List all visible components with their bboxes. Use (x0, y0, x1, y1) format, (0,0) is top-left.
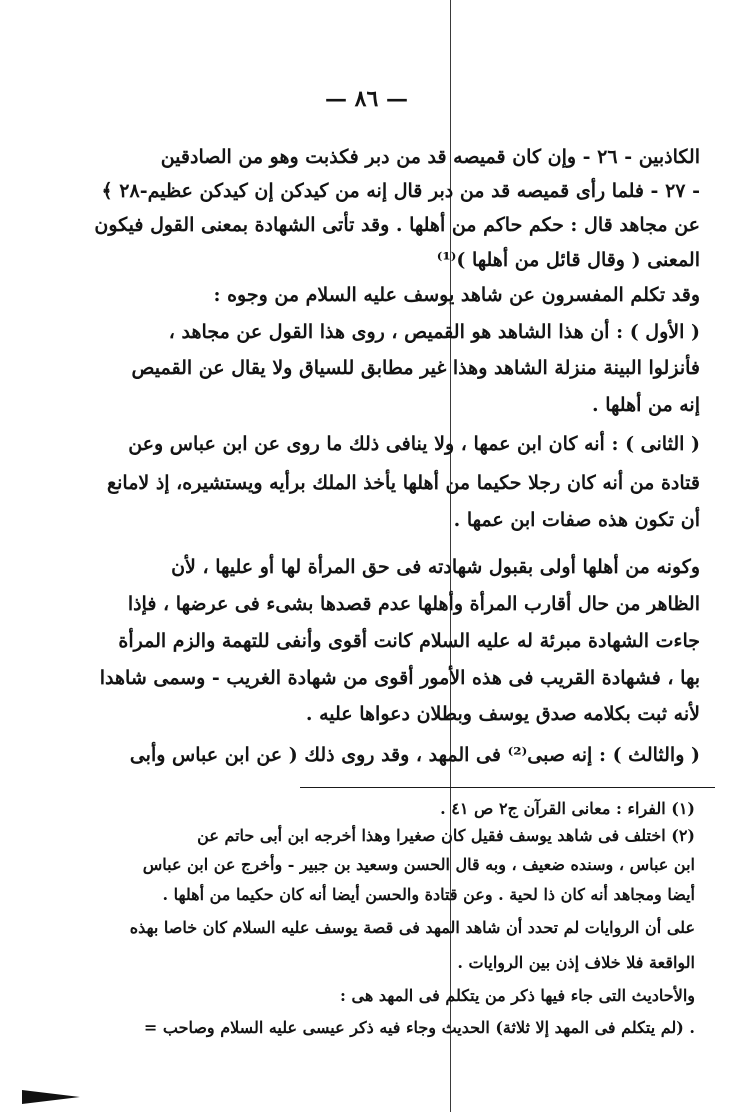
footnote-line: أيضا ومجاهد أنه كان ذا لحية . وعن قتادة والحسن أيضا أنه كان حكيما من أهلها . (162, 885, 695, 904)
text-line: ( الأول ) : أن هذا الشاهد هو القميص ، روى هذا القول عن مجاهد ، (168, 321, 700, 343)
footnote-line: . (لم يتكلم فى المهد إلا ثلاثة) الحديث وجاء فيه ذكر عيسى عليه السلام وصاحب = (143, 1018, 695, 1037)
text-line: وكونه من أهلها أولى بقبول شهادته فى حق المرأة لها أو عليها ، لأن (171, 556, 700, 578)
footnote-line: ابن عباس ، وسنده ضعيف ، وبه قال الحسن وسعيد بن جبير - وأخرج عن ابن عباس (142, 855, 695, 874)
text-line: بها ، فشهادة القريب فى هذه الأمور أقوى من شهادة الغريب - وسمى شاهدا (99, 667, 700, 689)
text-line: أن تكون هذه صفات ابن عمها . (453, 509, 700, 531)
text-line: إنه من أهلها . (592, 394, 700, 416)
scan-corner-mark (22, 1090, 80, 1104)
text-line: الظاهر من حال أقارب المرأة وأهلها عدم قصدها بشىء فى عرضها ، فإذا (127, 593, 700, 615)
text-line: ( والثالث ) : إنه صبى⁽²⁾ فى المهد ، وقد روى ذلك ( عن ابن عباس وأبى (129, 744, 700, 766)
text-line: جاءت الشهادة مبرئة له عليه السلام كانت أقوى وأنفى للتهمة والزم المرأة (118, 630, 700, 652)
text-line: فأنزلوا البينة منزلة الشاهد وهذا غير مطابق للسياق ولا يقال عن القميص (131, 357, 700, 379)
text-line: عن مجاهد قال : حكم حاكم من أهلها . وقد تأتى الشهادة بمعنى القول فيكون (94, 214, 700, 236)
text-line: قتادة من أنه كان رجلا حكيما من أهلها يأخذ الملك برأيه ويستشيره، إذ لامانع (107, 472, 700, 494)
footnote-line: الواقعة فلا خلاف إذن بين الروايات . (457, 953, 695, 972)
text-line: لأنه ثبت بكلامه صدق يوسف وبطلان دعواها عليه . (305, 703, 700, 725)
footnote-separator (300, 787, 715, 788)
text-line: - ٢٧ - فلما رأى قميصه قد من دبر قال إنه من كيدكن إن كيدكن عظيم-٢٨ ﴾ (101, 180, 700, 202)
text-line: وقد تكلم المفسرون عن شاهد يوسف عليه السلام من وجوه : (213, 284, 700, 306)
footnote-line: (٢) اختلف فى شاهد يوسف فقيل كان صغيرا وهذا أخرجه ابن أبى حاتم عن (197, 826, 695, 845)
footnote-line: على أن الروايات لم تحدد أن شاهد المهد فى قصة يوسف عليه السلام كان خاصا بهذه (129, 918, 695, 937)
footnote-line: والأحاديث التى جاء فيها ذكر من يتكلم فى المهد هى : (340, 986, 695, 1005)
text-line: ( الثانى ) : أنه كان ابن عمها ، ولا ينافى ذلك ما روى عن ابن عباس وعن (128, 433, 700, 455)
footnote-line: (١) الفراء : معانى القرآن ج٢ ص ٤١ . (440, 799, 695, 818)
text-line: الكاذبين - ٢٦ - وإن كان قميصه قد من دبر فكذبت وهو من الصادقين (160, 146, 700, 168)
page-number: — ٨٦ — (325, 86, 408, 112)
text-line: المعنى ( وقال قائل من أهلها )⁽¹⁾ (436, 249, 700, 271)
